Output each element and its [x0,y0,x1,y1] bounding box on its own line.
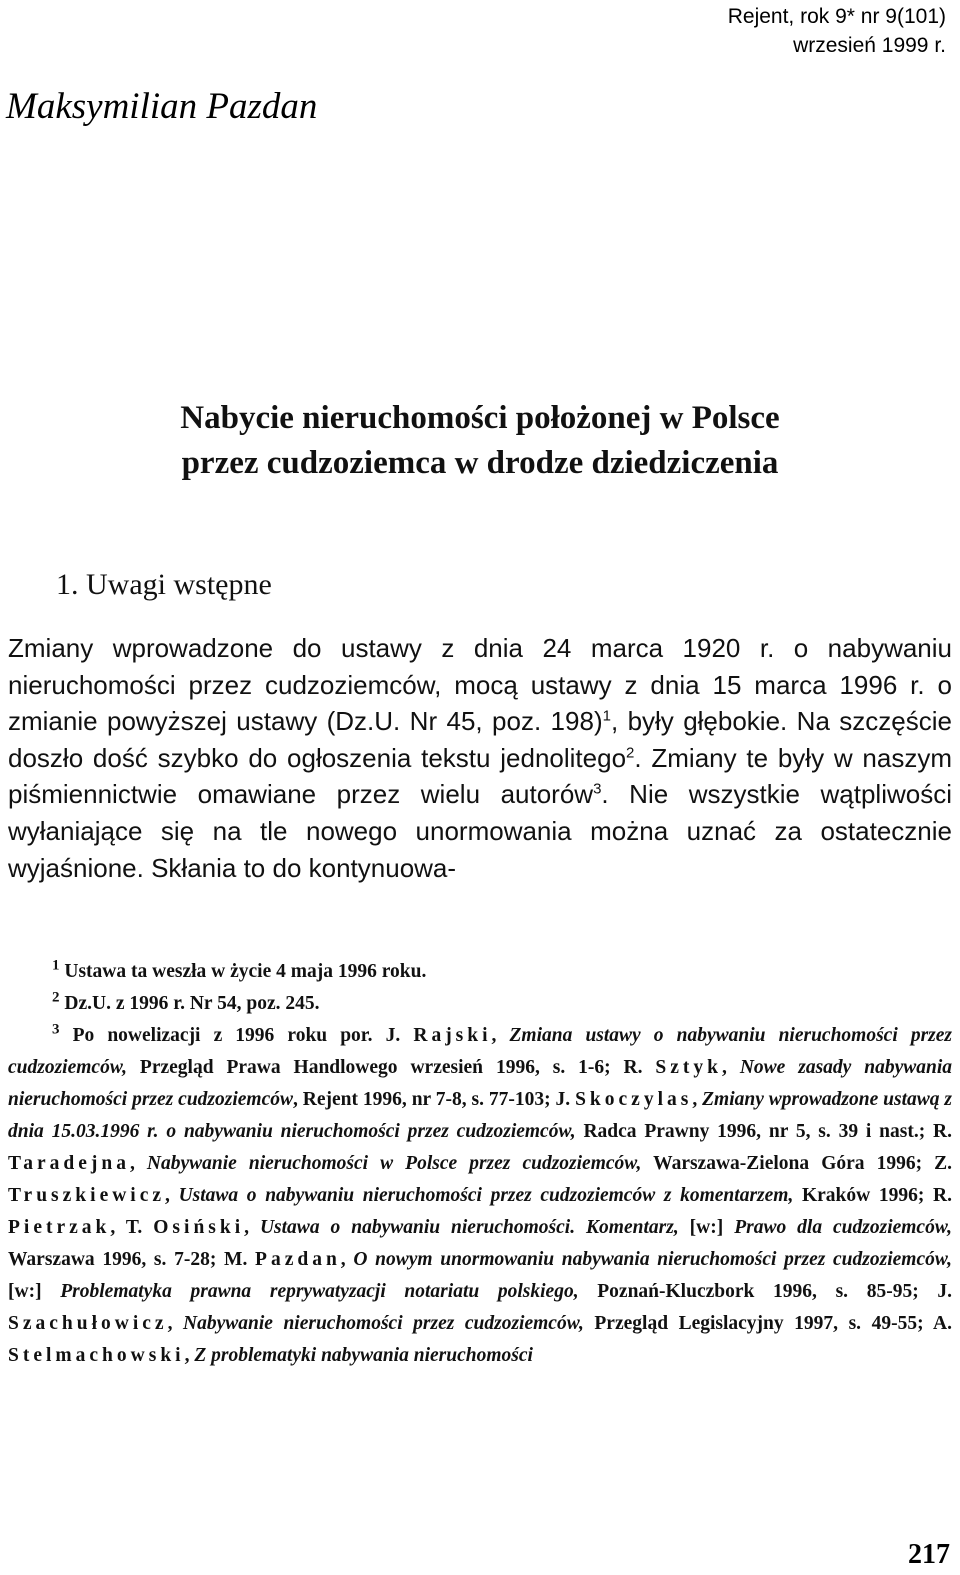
footnote-text: [w:] [8,1281,61,1302]
footnote-text: , [129,1153,147,1174]
cited-work: Prawo dla cudzoziemców, [734,1217,952,1238]
cited-author: Pazdan [255,1249,341,1270]
footnote-text: Po nowelizacji z 1996 roku por. J. [72,1025,414,1046]
body-paragraph [8,630,952,886]
footnote-text: , [340,1249,354,1270]
footnote-text: Dz.U. z 1996 r. Nr 54, poz. 245. [64,993,320,1014]
footnote-text: , T. [110,1217,154,1238]
footnote-number: 1 [52,957,60,974]
cited-work: O nowym unormowaniu nabywania nieruchomości przez cudzoziemców, [353,1249,953,1270]
footnote-ref-1: 1 [602,707,611,725]
cited-author: Taradejna [8,1153,130,1174]
footnote-text: Przegląd Prawa Handlowego wrzesień 1996, s. 1-6; R. [126,1057,656,1078]
footnote-text: Przegląd Legislacyjny 1997, s. 49-55; A. [583,1313,953,1334]
footnote-text: Kraków 1996; R. [793,1185,952,1206]
footnote-text: Warszawa 1996, s. 7-28; M. [8,1249,256,1270]
cited-work: Zmiany wprowadzone ustawą z dnia 15.03.1996 r. o nabywaniu nieruchomości przez cudzoziemców, [8,1089,952,1142]
paragraph-text-3: . Zmiany te były w naszym piśmiennictwie omawiane przez wielu autorów [8,742,952,810]
paragraph-text-2: , były głębokie. Na szczęście doszło dość szybko do ogłoszenia tekstu jednolitego [8,706,952,773]
cited-work: Problematyka prawna reprywatyzacji notariatu polskiego, [60,1281,579,1302]
footnote-number: 3 [52,1021,60,1038]
cited-work: Nabywanie nieruchomości w Polsce przez cudzoziemców, [146,1153,642,1174]
footnote-text: , [165,1185,179,1206]
footnote-text: , [722,1057,740,1078]
footnote-text: , [167,1313,183,1334]
cited-work: Nabywanie nieruchomości przez cudzoziemców, [183,1313,584,1334]
footnote-text: Warszawa-Zielona Góra 1996; Z. [641,1153,953,1174]
cited-author: Truszkiewicz [8,1185,166,1206]
cited-author: Sztyk [655,1057,723,1078]
footnote-text: , [491,1025,510,1046]
paragraph-text-1: Zmiany wprowadzone do ustawy z dnia 24 marca 1920 r. o nabywaniu nieruchomości przez cudzoziemców, mocą ustawy z dnia 15 marca 1996 r. o zmianie powyższej ustawy (Dz.U. Nr 45, poz. 198) [8,633,952,737]
cited-author: Szachułowicz [8,1313,168,1334]
article-title [0,396,960,486]
footnote-text: , [244,1217,260,1238]
footnote-3 [8,1020,952,1372]
footnote-1 [8,956,952,988]
footnote-text: , Rejent 1996, nr 7-8, s. 77-103; J. [293,1089,576,1110]
section-heading: 1. Uwagi wstępne [56,568,272,601]
author-name: Maksymilian Pazdan [6,86,318,127]
journal-reference [728,2,946,60]
footnote-text: , [184,1345,195,1366]
footnotes [8,956,952,1372]
footnote-number: 2 [52,989,60,1006]
journal-issue: Rejent, rok 9* nr 9(101) [727,5,946,28]
cited-work: Nowe zasady nabywania nieruchomości przez cudzoziemców [8,1057,952,1110]
footnote-text: [w:] [678,1217,735,1238]
journal-date: wrzesień 1999 r. [793,34,946,57]
paragraph-text-4: . Nie wszystkie wątpliwości wyłaniające się na tle nowego unormowania można uznać za ostatecznie wyjaśnione. Skłania to do kontynuowa- [8,779,952,883]
cited-work: Ustawa o nabywaniu nieruchomości przez cudzoziemców z komentarzem, [178,1185,794,1206]
cited-author: Rajski [413,1025,492,1046]
cited-author: Skoczylas [575,1089,693,1110]
cited-work: Ustawa o nabywaniu nieruchomości. Komentarz, [259,1217,679,1238]
footnote-text: , [692,1089,703,1110]
footnote-2 [8,988,952,1020]
cited-author: Stelmachowski [8,1345,185,1366]
footnote-text: Radca Prawny 1996, nr 5, s. 39 i nast.; R. [575,1121,952,1142]
cited-author: Osiński [153,1217,245,1238]
title-line-1: Nabycie nieruchomości położonej w Polsce [180,400,780,436]
cited-author: Pietrzak [8,1217,111,1238]
footnote-ref-2: 2 [626,744,635,762]
cited-work: Zmiana ustawy o nabywaniu nieruchomości przez cudzoziemców, [8,1025,953,1078]
cited-work: Z problematyki nabywania nieruchomości [194,1345,533,1366]
footnote-text: Ustawa ta weszła w życie 4 maja 1996 roku. [64,961,427,982]
page-number: 217 [908,1539,950,1570]
footnote-ref-3: 3 [593,780,602,798]
title-line-2: przez cudzoziemca w drodze dziedziczenia [181,445,779,481]
footnote-text: Poznań-Kluczbork 1996, s. 85-95; J. [578,1281,952,1302]
